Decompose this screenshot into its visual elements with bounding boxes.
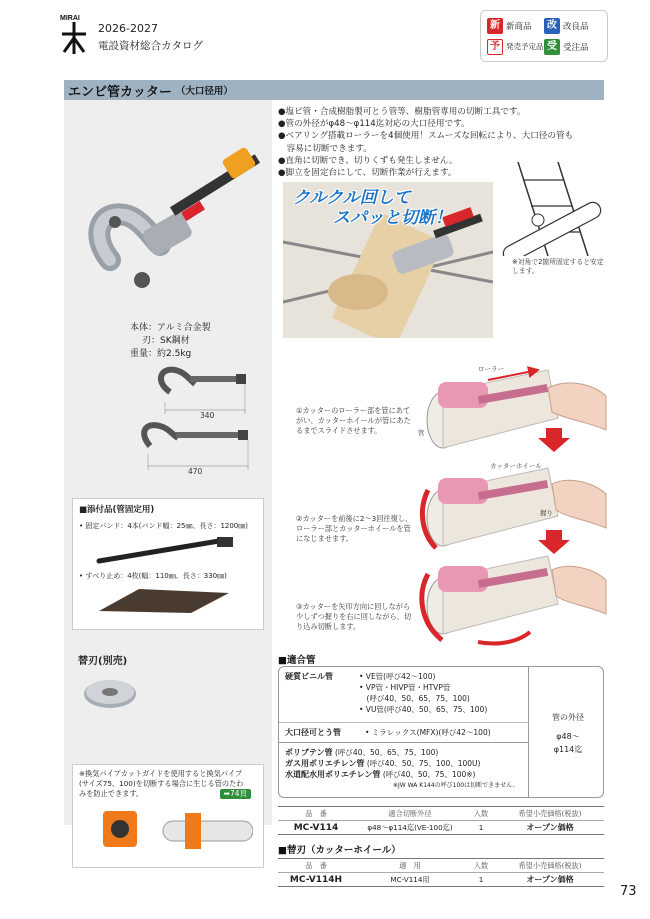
- step-2-image: [422, 468, 606, 548]
- spare-blade-title: 替刃(別売): [78, 656, 128, 667]
- spec-block: [130, 322, 211, 361]
- mirai-logo: [58, 12, 90, 56]
- accessories-box: [72, 498, 264, 630]
- table-header: 希望小売価格(税抜): [496, 859, 604, 873]
- spec-blade: 刃：SK鋼材: [142, 336, 190, 346]
- legend-label-new: 新商品: [506, 21, 532, 32]
- step-3-image: [422, 556, 606, 644]
- ladder-illustration: [498, 162, 606, 256]
- legend-label-planned: 発売予定品: [506, 42, 544, 51]
- table-header: 適合切断外径: [354, 807, 466, 821]
- callout-grip: 握り: [540, 509, 553, 517]
- compat-title: ■適合管: [278, 655, 316, 666]
- compat-row-poly: [279, 747, 529, 795]
- table-header: 入数: [466, 859, 496, 873]
- quantity: 1: [466, 821, 496, 835]
- ladder-note: ※対角で2箇所固定すると安定します。: [512, 258, 604, 275]
- compat-row-flexible: [279, 725, 529, 743]
- dim-closed: 340: [200, 411, 215, 420]
- page-number: 73: [620, 884, 637, 899]
- compat-line: • ミラレックス(MFX)(呼び42～100): [365, 728, 491, 737]
- compat-line: (呼び40、50、65、75、100): [335, 748, 439, 757]
- feature-item: ●管の外径がφ48～φ114迄対応の大口径用です。: [278, 119, 470, 130]
- planned-badge: 予: [487, 39, 503, 55]
- od-range-1: φ48～: [556, 732, 580, 741]
- compat-line: (呼び40、50、65、75、100): [359, 694, 470, 703]
- step-2-text: ②カッターを前後に2～3回往復し、ローラー部とカッターホイールを管になじませます。: [296, 514, 413, 543]
- price: オープン価格: [496, 821, 604, 835]
- product-table: [278, 806, 604, 835]
- compat-line: (呼び40、50、75、100※): [382, 770, 476, 779]
- catalog-title: 電設資材総合カタログ: [98, 40, 203, 52]
- catch-line-2: スパッと切断！: [333, 208, 452, 228]
- legend-label-order: 受注品: [563, 42, 589, 53]
- legend: [480, 10, 608, 62]
- quantity: 1: [466, 873, 496, 887]
- callout-pipe: 管: [418, 429, 425, 437]
- dimension-drawing: [140, 362, 270, 482]
- spec-weight: 重量：約2.5kg: [130, 349, 192, 359]
- page-reference-link[interactable]: ➡74頁: [220, 789, 251, 799]
- od-range-2: φ114迄: [553, 745, 583, 754]
- arrow-down-1: [538, 428, 570, 452]
- od-label: 管の外径: [552, 713, 584, 722]
- legend-label-improved: 改良品: [563, 21, 589, 32]
- product-title-bar: [64, 80, 604, 100]
- table-row: [278, 873, 604, 887]
- compat-line: (呼び40、50、75、100、100U): [366, 759, 481, 768]
- product-code: MC-V114: [278, 821, 354, 835]
- table-header: 入数: [466, 807, 496, 821]
- compat-category: 大口径可とう管: [285, 728, 341, 737]
- anti-slip-pad-image: [79, 585, 249, 615]
- callout-wheel: カッターホイール: [490, 462, 542, 470]
- applicable: MC-V114用: [354, 873, 466, 887]
- accessory-pad: • すべり止め：4枚(幅：110㎜、長さ：330㎜): [79, 572, 227, 580]
- compat-footnote: ※JW WA K144の呼び100は切断できません。: [393, 782, 519, 789]
- table-row: [278, 821, 604, 835]
- compat-line: • VE管(呼び42～100): [359, 672, 436, 681]
- feature-item: ●ベアリング搭載ローラーを4個使用！スムーズな回転により、大口径の管も: [278, 131, 574, 142]
- usage-photo: [283, 182, 493, 338]
- accessories-title: ■添付品(管固定用): [79, 505, 155, 515]
- compat-category: 水道配水用ポリエチレン管: [285, 770, 381, 779]
- catalog-year: 2026-2027: [98, 22, 158, 35]
- feature-item: ●直角に切断でき、切りくずも発生しません。: [278, 155, 458, 166]
- catch-line-1: クルクル回して: [293, 188, 411, 208]
- table-header-row: [278, 859, 604, 873]
- compat-table: [278, 666, 604, 798]
- accessory-band: • 固定バンド：4本(バンド幅：25㎜、長さ：1200㎜): [79, 522, 248, 530]
- feature-item: 容易に切断できます。: [278, 143, 372, 154]
- spare-blade-table: [278, 858, 604, 887]
- spare-blade-image: [78, 672, 142, 712]
- step-1-text: ①カッターのローラー部を管にあてがい、カッターホイールが管にあたるまでスライドさせます。: [296, 406, 411, 435]
- compat-category: 硬質ビニル管: [285, 672, 333, 681]
- arrow-down-2: [538, 530, 570, 554]
- table-header: 適 用: [354, 859, 466, 873]
- feature-item: ●塩ビ管・合成樹脂製可とう管等、樹脂管専用の切断工具です。: [278, 107, 526, 117]
- order-badge: 受: [544, 39, 560, 55]
- compat-line: • VP管・HIVP管・HTVP管: [359, 683, 451, 692]
- callout-roller: ローラー: [478, 365, 504, 373]
- note-box: [72, 764, 264, 868]
- product-subtitle: （大口径用）: [175, 86, 233, 97]
- price: オープン価格: [496, 873, 604, 887]
- svg-text:MIRAI: MIRAI: [60, 15, 80, 22]
- compat-outer-diameter: [533, 711, 603, 756]
- step-1-image: [427, 370, 606, 448]
- compat-category: ポリブテン管: [285, 748, 333, 757]
- cut-guide-image: [93, 801, 253, 865]
- compat-line: • VU管(呼び40、50、65、75、100): [359, 705, 488, 714]
- fixing-band-image: [79, 535, 249, 565]
- table-header: 品 番: [278, 807, 354, 821]
- compat-category: ガス用ポリエチレン管: [285, 759, 365, 768]
- catch-copy: [293, 188, 452, 228]
- spare-blade-section-title: ■替刃（カッターホイール）: [278, 845, 401, 856]
- improved-badge: 改: [544, 18, 560, 34]
- spec-body: 本体：アルミ合金製: [130, 323, 211, 333]
- dim-open: 470: [188, 467, 203, 476]
- step-3-text: ③カッターを矢印方向に回しながら少しずつ握りを右に回しながら、切り込み切断します。: [296, 602, 412, 631]
- pipe-cutter-image: [70, 140, 270, 320]
- product-code: MC-V114H: [278, 873, 354, 887]
- feature-item: ●脚立を固定台にして、切断作業が行えます。: [278, 168, 457, 179]
- product-name: エンビ管カッター: [68, 84, 172, 100]
- cut-diameter: φ48～φ114迄(VE-100迄): [354, 821, 466, 835]
- new-badge: 新: [487, 18, 503, 34]
- compat-row-rigid-pvc: [279, 671, 529, 723]
- table-header-row: [278, 807, 604, 821]
- note-text: ※換気パイプカットガイドを使用すると換気パイプ(サイズ75、100)を切断する場合に生じる管のたわみを防止できます。: [79, 769, 244, 798]
- step-illustrations: [418, 360, 608, 650]
- table-header: 品 番: [278, 859, 354, 873]
- table-header: 希望小売価格(税抜): [496, 807, 604, 821]
